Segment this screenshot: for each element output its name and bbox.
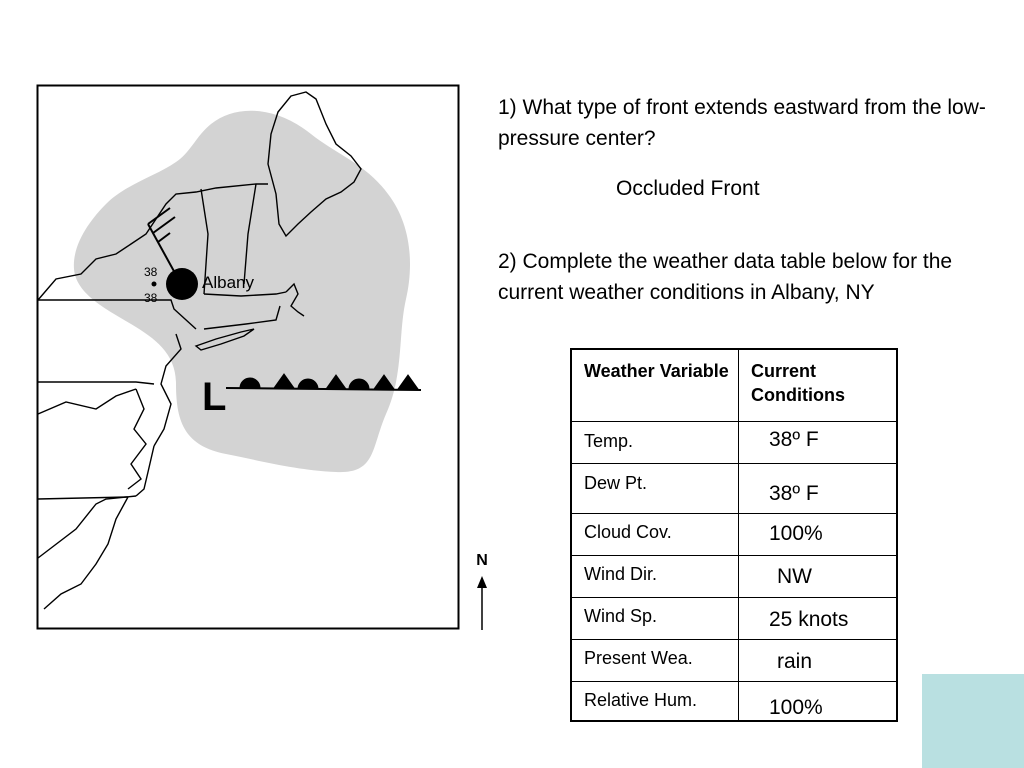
row-variable: Cloud Cov.	[571, 513, 739, 555]
low-pressure-symbol: L	[202, 375, 227, 419]
row-value: 25 knots	[739, 597, 898, 639]
row-value: NW	[739, 555, 898, 597]
north-arrow	[470, 552, 494, 632]
north-arrow-icon	[470, 552, 494, 632]
row-variable: Temp.	[571, 421, 739, 463]
table-row	[571, 513, 897, 555]
weather-data-table	[570, 348, 898, 722]
row-value: 100%	[739, 513, 898, 555]
question-1-text: 1) What type of front extends eastward from the low-pressure center?	[498, 96, 986, 150]
northeast-us-map	[36, 84, 460, 630]
row-variable: Wind Dir.	[571, 555, 739, 597]
row-variable: Present Wea.	[571, 639, 739, 681]
table-header-row	[571, 349, 897, 421]
dewpoint-plot: 38	[144, 291, 158, 305]
row-value: 38º F	[739, 463, 898, 513]
corner-accent-block	[922, 674, 1024, 768]
table-row	[571, 555, 897, 597]
table-row	[571, 463, 897, 513]
station-dot	[152, 282, 157, 287]
table-row	[571, 639, 897, 681]
table-row	[571, 421, 897, 463]
header-current-conditions: Current Conditions	[739, 349, 898, 421]
row-value: 38º F	[739, 421, 898, 463]
sky-cover-circle	[166, 268, 198, 300]
row-variable: Wind Sp.	[571, 597, 739, 639]
temperature-plot: 38	[144, 265, 158, 279]
north-label: N	[476, 552, 488, 569]
question-2-text: 2) Complete the weather data table below for the current weather conditions in Albany, NY	[498, 250, 953, 304]
header-weather-variable: Weather Variable	[571, 349, 739, 421]
row-value: rain	[739, 639, 898, 681]
question-1-answer: Occluded Front	[616, 177, 760, 200]
row-variable: Relative Hum.	[571, 681, 739, 721]
table-row	[571, 597, 897, 639]
weather-map	[36, 84, 460, 630]
city-label: Albany	[202, 273, 254, 292]
row-value: 100%	[739, 681, 898, 721]
table-row	[571, 681, 897, 721]
row-variable: Dew Pt.	[571, 463, 739, 513]
